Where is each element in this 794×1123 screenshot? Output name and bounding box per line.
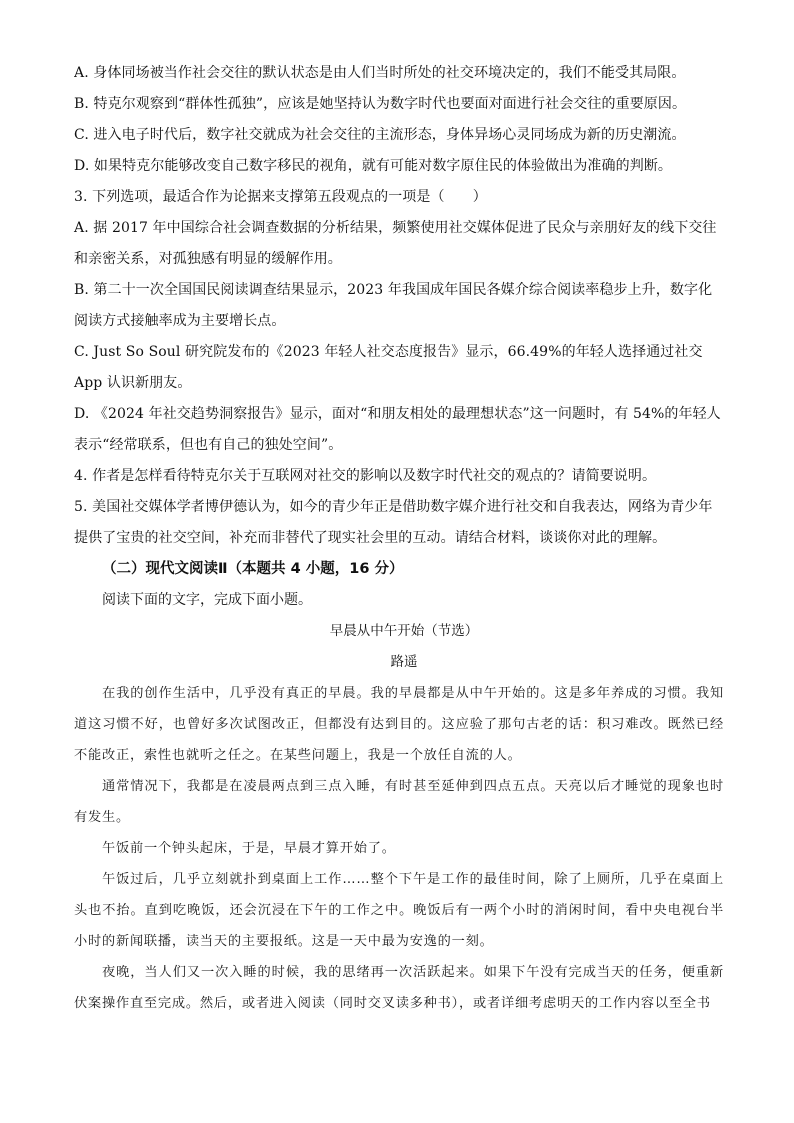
passage-paragraph: 通常情况下，我都是在凌晨两点到三点入睡，有时甚至延伸到四点五点。天亮以后才睡觉的现象也时有发生。	[74, 779, 724, 825]
q2-option-d: D. 如果特克尔能够改变自己数字移民的视角，就有可能对数字原住民的体验做出为准确的判断。	[74, 158, 673, 174]
reading-instruction: 阅读下面的文字，完成下面小题。	[102, 592, 312, 608]
q3-option-c: C. Just So Soul 研究院发布的《2023 年轻人社交态度报告》显示，66.49%的年轻人选择通过社交 App 认识新朋友。	[74, 344, 703, 391]
q2-option-b: B. 特克尔观察到“群体性孤独”，应该是她坚持认为数字时代也要面对面进行社会交往的重要原因。	[74, 96, 687, 112]
passage-paragraph: 午饭前一个钟头起床，于是，早晨才算开始了。	[102, 841, 396, 856]
q4-stem: 4. 作者是怎样看待特克尔关于互联网对社交的影响以及数字时代社交的观点的？请简要说明。	[74, 468, 657, 484]
q3-option-d: D. 《2024 年社交趋势洞察报告》显示，面对“和朋友相处的最理想状态”这一问题时，有 54%的年轻人表示“经常联系，但也有自己的独处空间”。	[74, 406, 721, 453]
passage-title: 早晨从中午开始（节选）	[329, 623, 479, 639]
section-heading: （二）现代文阅读Ⅱ（本题共 4 小题，16 分）	[102, 561, 404, 577]
q2-option-a: A. 身体同场被当作社会交往的默认状态是由人们当时所处的社交环境决定的，我们不能受其局限。	[74, 65, 686, 81]
passage-paragraph: 在我的创作生活中，几乎没有真正的早晨。我的早晨都是从中午开始的。这是多年养成的习惯。我知道这习惯不好，也曾好多次试图改正，但都没有达到目的。这应验了那句古老的话：积习难改。既然已经不能改正，索性也就听之任之。在某些问题上，我是一个放任自流的人。	[74, 686, 724, 763]
passage-author: 路遥	[390, 654, 418, 670]
q3-stem: 3. 下列选项，最适合作为论据来支撑第五段观点的一项是（ ）	[74, 189, 487, 205]
q2-option-c: C. 进入电子时代后，数字社交就成为社会交往的主流形态，身体异场心灵同场成为新的历史潮流。	[74, 127, 686, 143]
q3-option-a: A. 据 2017 年中国综合社会调查数据的分析结果，频繁使用社交媒体促进了民众与亲朋好友的线下交往和亲密关系，对孤独感有明显的缓解作用。	[74, 220, 717, 267]
document-page	[74, 58, 724, 1019]
q3-option-b: B. 第二十一次全国国民阅读调查结果显示，2023 年我国成年国民各媒介综合阅读率稳步上升，数字化阅读方式接触率成为主要增长点。	[74, 282, 713, 329]
passage-paragraph: 午饭过后，几乎立刻就扑到桌面上工作……整个下午是工作的最佳时间，除了上厕所，几乎在桌面上头也不抬。直到吃晚饭，还会沉浸在下午的工作之中。晚饭后有一两个小时的消闲时间，看中央电视台半小时的新闻联播，读当天的主要报纸。这是一天中最为安逸的一刻。	[74, 872, 724, 949]
passage-paragraph: 夜晚，当人们又一次入睡的时候，我的思绪再一次活跃起来。如果下午没有完成当天的任务，便重新伏案操作直至完成。然后，或者进入阅读（同时交叉读多种书），或者详细考虑明天的工作内容以至全书	[74, 965, 724, 1011]
q5-stem: 5. 美国社交媒体学者博伊德认为，如今的青少年正是借助数字媒介进行社交和自我表达，网络为青少年提供了宝贵的社交空间，补充而非替代了现实社会里的互动。请结合材料，谈谈你对此的理解。	[74, 499, 713, 546]
